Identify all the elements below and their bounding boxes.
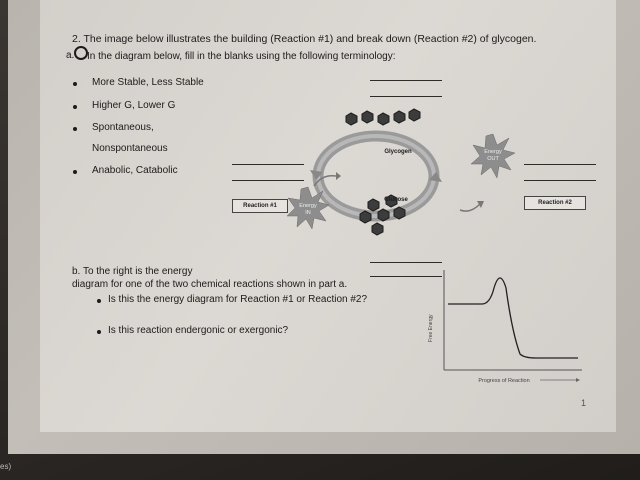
answer-blank[interactable] xyxy=(370,96,442,97)
bullet-icon xyxy=(73,82,77,86)
answer-blank[interactable] xyxy=(232,164,304,165)
answer-blank[interactable] xyxy=(370,262,442,263)
answer-blank[interactable] xyxy=(370,80,442,81)
term-nonspontaneous: Nonspontaneous xyxy=(92,143,168,154)
energy-out-line2: OUT xyxy=(487,156,499,162)
answer-blank[interactable] xyxy=(524,180,596,181)
glucose-label: Glucose xyxy=(384,197,408,203)
part-a-label: a. xyxy=(66,50,75,61)
curved-arrow-icon xyxy=(312,170,342,190)
reaction-2-label: Reaction #2 xyxy=(524,196,586,210)
bullet-icon xyxy=(97,330,101,334)
question-which-reaction: Is this the energy diagram for Reaction #1 or Reaction #2? xyxy=(108,294,368,305)
energy-in-starburst-icon xyxy=(286,186,330,230)
part-b-intro-cont: diagram for one of the two chemical reactions shown in part a. xyxy=(72,279,348,290)
curved-arrow-icon xyxy=(458,196,488,216)
answer-blank[interactable] xyxy=(232,180,304,181)
term-spontaneous: Spontaneous, xyxy=(92,122,154,133)
term-metabolism: Anabolic, Catabolic xyxy=(92,165,178,176)
bullet-icon xyxy=(73,127,77,131)
energy-out-line1: Energy xyxy=(484,149,502,155)
energy-out-starburst-icon xyxy=(470,133,516,179)
energy-in-line1: Energy xyxy=(299,203,317,209)
glycogen-label: Glycogen xyxy=(384,149,412,155)
cursor-ring-icon xyxy=(74,46,88,60)
worksheet-document xyxy=(40,0,616,432)
photographed-screen xyxy=(8,0,640,454)
question-endergonic-exergonic: Is this reaction endergonic or exergonic? xyxy=(108,325,289,336)
term-stability: More Stable, Less Stable xyxy=(92,77,204,88)
term-free-energy: Higher G, Lower G xyxy=(92,100,176,111)
part-a-instructions: In the diagram below, fill in the blanks using the following terminology: xyxy=(87,51,396,62)
page-number: 1 xyxy=(581,398,587,408)
bullet-icon xyxy=(97,299,101,303)
energy-curve xyxy=(448,278,578,358)
bullet-icon xyxy=(73,170,77,174)
question-title: 2. The image below illustrates the building (Reaction #1) and break down (Reaction #2) of glycogen. xyxy=(72,33,537,45)
reaction-1-label: Reaction #1 xyxy=(232,199,288,213)
y-axis-label: Free Energy xyxy=(428,314,434,342)
glycogen-chain-icon xyxy=(346,109,420,125)
bullet-icon xyxy=(73,105,77,109)
answer-blank[interactable] xyxy=(524,164,596,165)
part-b-intro: b. To the right is the energy xyxy=(72,266,193,277)
taskbar-fragment: es) xyxy=(0,462,12,471)
x-axis-label: Progress of Reaction xyxy=(478,378,530,384)
energy-diagram xyxy=(412,266,592,396)
energy-in-line2: IN xyxy=(305,210,311,216)
x-axis-arrowhead-icon xyxy=(576,378,580,382)
